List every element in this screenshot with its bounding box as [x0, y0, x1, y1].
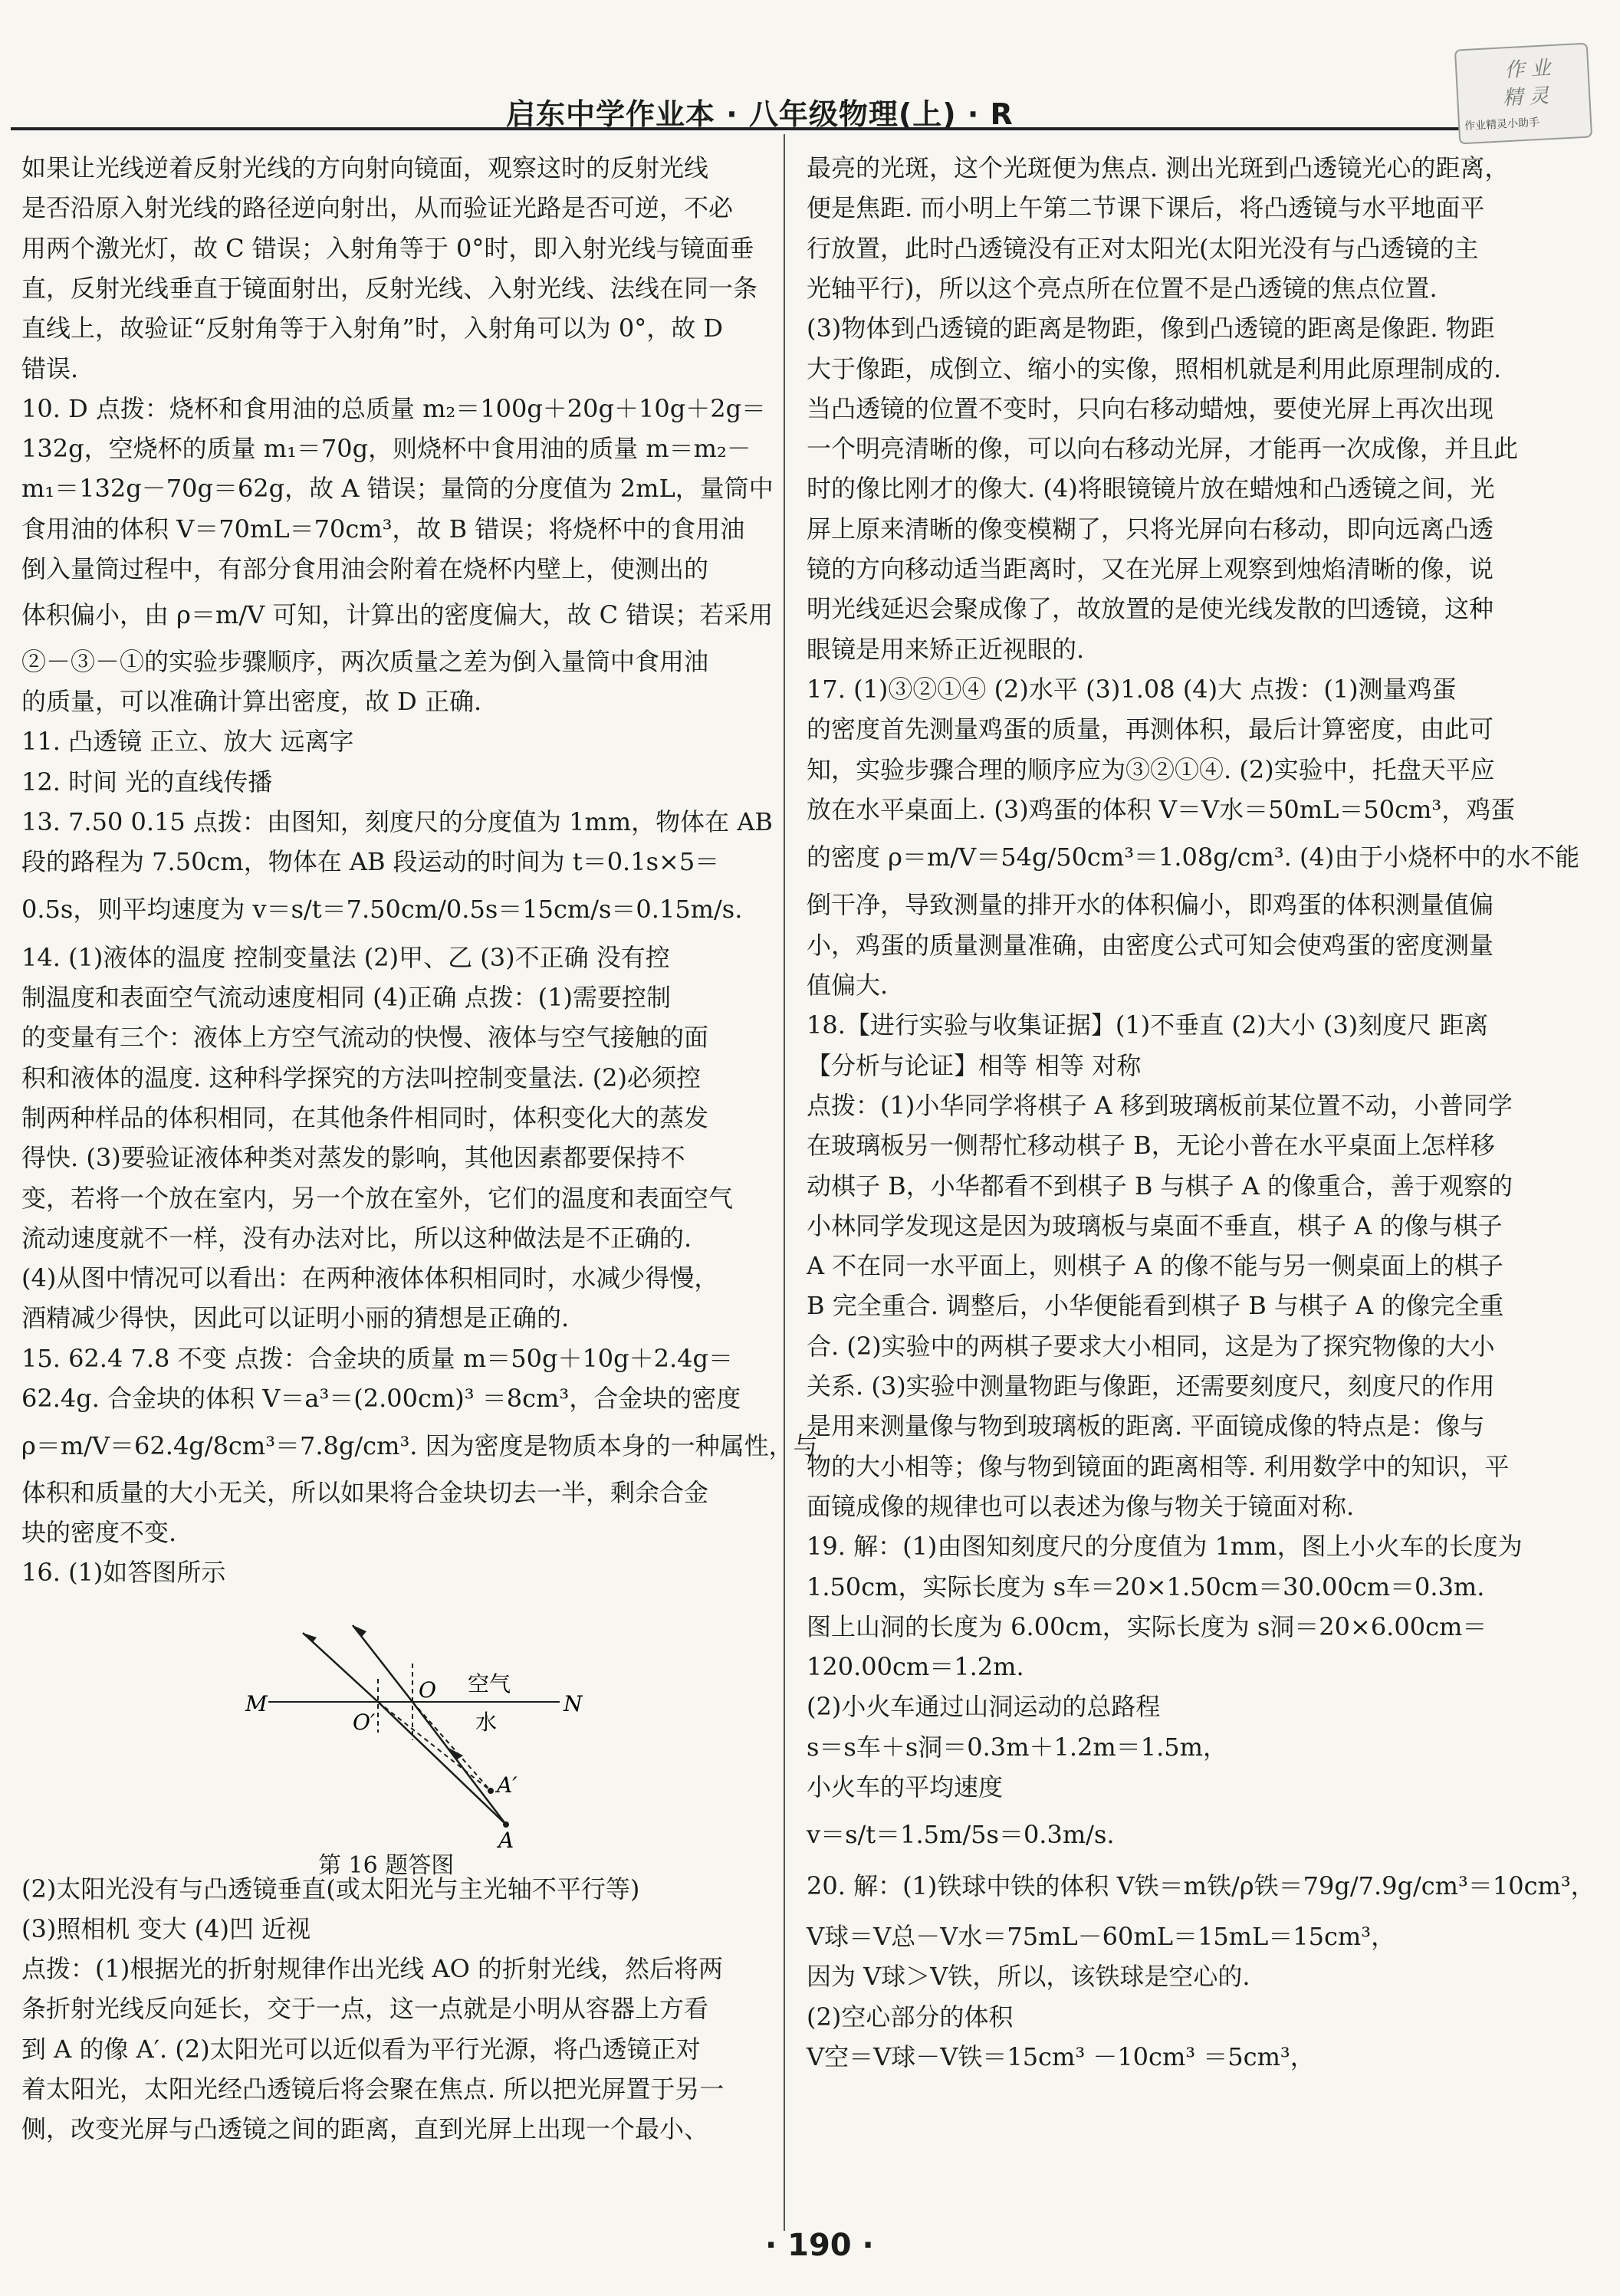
label-o: O: [419, 1677, 436, 1703]
text-line: 倒入量筒过程中，有部分食用油会附着在烧杯内壁上，使测出的: [21, 554, 709, 583]
text-line: 在玻璃板另一侧帮忙移动棋子 B，无论小普在水平桌面上怎样移: [807, 1131, 1495, 1161]
label-water: 水: [475, 1710, 498, 1735]
text-line: 的密度 ρ＝m/V＝54g/50cm³＝1.08g/cm³. (4)由于小烧杯中的水不能: [807, 843, 1580, 872]
text-line: 小火车的平均速度: [807, 1772, 1004, 1802]
text-line: 侧，改变光屏与凸透镜之间的距离，直到光屏上出现一个最小、: [21, 2114, 709, 2144]
label-a-prime: A′: [497, 1772, 518, 1798]
text-line: 16. (1)如答图所示: [21, 1558, 226, 1588]
text-line: 块的密度不变.: [21, 1517, 177, 1547]
point-a-prime: [488, 1788, 494, 1794]
text-line: 时的像比刚才的像大. (4)将眼镜镜片放在蜡烛和凸透镜之间，光: [807, 474, 1495, 504]
label-a: A: [498, 1828, 514, 1853]
text-line: 图上山洞的长度为 6.00cm，实际长度为 s洞＝20×6.00cm＝: [807, 1611, 1487, 1641]
header-rule: [11, 127, 1559, 130]
stamp-line-2: 精 灵: [1502, 84, 1550, 110]
text-line: 眼镜是用来矫正近视眼的.: [807, 634, 1085, 664]
text-line: 直，反射光线垂直于镜面射出，反射光线、入射光线、法线在同一条: [21, 273, 758, 303]
text-line: 倒干净，导致测量的排开水的体积偏小，即鸡蛋的体积测量值偏: [807, 890, 1494, 920]
text-line: 18.【进行实验与收集证据】(1)不垂直 (2)大小 (3)刻度尺 距离: [807, 1010, 1489, 1040]
text-line: 13. 7.50 0.15 点拨：由图知，刻度尺的分度值为 1mm，物体在 AB: [21, 806, 773, 836]
text-line: 大于像距，成倒立、缩小的实像，照相机就是利用此原理制成的.: [807, 353, 1502, 383]
text-line: 物的大小相等；像与物到镜面的距离相等. 利用数学中的知识，平: [807, 1451, 1510, 1481]
text-line: 如果让光线逆着反射光线的方向射向镜面，观察这时的反射光线: [21, 153, 709, 182]
text-line: 因为 V球＞V铁，所以，该铁球是空心的.: [807, 1962, 1250, 1992]
text-line: 62.4g. 合金块的体积 V＝a³＝(2.00cm)³ ＝8cm³，合金块的密度: [21, 1384, 741, 1413]
text-line: 20. 解：(1)铁球中铁的体积 V铁＝m铁/ρ铁＝79g/7.9g/cm³＝10cm³，: [807, 1871, 1595, 1900]
text-line: 点拨：(1)根据光的折射规律作出光线 AO 的折射光线，然后将两: [21, 1954, 724, 1984]
text-line: A 不在同一水平面上，则棋子 A 的像不能与另一侧桌面上的棋子: [807, 1251, 1503, 1281]
text-line: 19. 解：(1)由图知刻度尺的分度值为 1mm，图上小火车的长度为: [807, 1532, 1523, 1562]
header-title: 启东中学作业本 · 八年级物理(上) · R: [506, 97, 1014, 131]
text-line: (3)照相机 变大 (4)凹 近视: [21, 1913, 311, 1943]
extension-o2: [378, 1702, 491, 1791]
text-line: 一个明亮清晰的像，可以向右移动光屏，才能再一次成像，并且此: [807, 434, 1519, 464]
refraction-diagram: [238, 1618, 583, 1853]
figure-caption: 第 16 题答图: [318, 1852, 455, 1879]
text-line: 行放置，此时凸透镜没有正对太阳光(太阳光没有与凸透镜的主: [807, 233, 1479, 263]
refracted-ray-o: [353, 1625, 412, 1702]
text-line: (2)空心部分的体积: [807, 2002, 1014, 2032]
text-line: 1.50cm，实际长度为 s车＝20×1.50cm＝30.00cm＝0.3m.: [807, 1572, 1485, 1601]
text-line: 值偏大.: [807, 971, 889, 1000]
text-line: V空＝V球－V铁＝15cm³ －10cm³ ＝5cm³，: [807, 2041, 1315, 2071]
text-line: (4)从图中情况可以看出：在两种液体体积相同时，水减少得慢，: [21, 1263, 719, 1293]
text-line: 光轴平行)，所以这个亮点所在位置不是凸透镜的焦点位置.: [807, 273, 1438, 303]
arrow-head-3: [449, 1748, 463, 1760]
text-line: 10. D 点拨：烧杯和食用油的总质量 m₂＝100g＋20g＋10g＋2g＝: [21, 393, 767, 423]
text-line: 小林同学发现这是因为玻璃板与桌面不垂直，棋子 A 的像与棋子: [807, 1210, 1503, 1240]
text-line: B 完全重合. 调整后，小华便能看到棋子 B 与棋子 A 的像完全重: [807, 1291, 1504, 1321]
text-line: 关系. (3)实验中测量物距与像距，还需要刻度尺，刻度尺的作用: [807, 1371, 1495, 1401]
text-line: 120.00cm＝1.2m.: [807, 1652, 1024, 1682]
text-line: m₁＝132g－70g＝62g，故 A 错误；量筒的分度值为 2mL，量筒中: [21, 474, 774, 504]
text-line: 体积偏小，由 ρ＝m/V 可知，计算出的密度偏大，故 C 错误；若采用: [21, 600, 774, 630]
text-line: 知，实验步骤合理的顺序应为③②①④. (2)实验中，托盘天平应: [807, 754, 1495, 784]
text-line: 点拨：(1)小华同学将棋子 A 移到玻璃板前某位置不动，小普同学: [807, 1090, 1513, 1120]
text-line: 体积和质量的大小无关，所以如果将合金块切去一半，剩余合金: [21, 1477, 709, 1507]
text-line: 最亮的光斑，这个光斑便为焦点. 测出光斑到凸透镜光心的距离，: [807, 153, 1510, 182]
text-line: 流动速度就不一样，没有办法对比，所以这种做法是不正确的.: [21, 1223, 692, 1253]
arrow-head-2: [303, 1633, 317, 1642]
text-line: 11. 凸透镜 正立、放大 远离字: [21, 727, 354, 757]
text-line: 条折射光线反向延长，交于一点，这一点就是小明从容器上方看: [21, 1994, 709, 2024]
column-divider: [784, 134, 785, 2231]
text-line: 当凸透镜的位置不变时，只向右移动蜡烛，要使光屏上再次出现: [807, 393, 1494, 423]
text-line: 镜的方向移动适当距离时，又在光屏上观察到烛焰清晰的像，说: [807, 554, 1494, 583]
text-line: (2)太阳光没有与凸透镜垂直(或太阳光与主光轴不平行等): [21, 1874, 640, 1903]
text-line: 酒精减少得快，因此可以证明小丽的猜想是正确的.: [21, 1303, 570, 1333]
text-line: 的密度首先测量鸡蛋的质量，再测体积，最后计算密度，由此可: [807, 714, 1494, 744]
point-a: [503, 1821, 509, 1828]
stamp-line-3: 作业精灵小助手: [1464, 116, 1540, 133]
text-line: 明光线延迟会聚成像了，故放置的是使光线发散的凹透镜，这种: [807, 594, 1494, 624]
text-line: 15. 62.4 7.8 不变 点拨：合金块的质量 m＝50g＋10g＋2.4g＝: [21, 1343, 734, 1373]
text-line: 到 A 的像 A′. (2)太阳光可以近似看为平行光源，将凸透镜正对: [21, 2034, 701, 2064]
text-line: (3)物体到凸透镜的距离是物距，像到凸透镜的距离是像距. 物距: [807, 314, 1495, 343]
text-line: 0.5s，则平均速度为 v＝s/t＝7.50cm/0.5s＝15cm/s＝0.15m/s.: [21, 895, 743, 925]
text-line: (2)小火车通过山洞运动的总路程: [807, 1692, 1161, 1722]
text-line: 积和液体的温度. 这种科学探究的方法叫控制变量法. (2)必须控: [21, 1063, 702, 1092]
text-line: v＝s/t＝1.5m/5s＝0.3m/s.: [807, 1820, 1115, 1850]
text-line: 12. 时间 光的直线传播: [21, 767, 273, 797]
text-line: 14. (1)液体的温度 控制变量法 (2)甲、乙 (3)不正确 没有控: [21, 942, 670, 972]
text-line: 屏上原来清晰的像变模糊了，只将光屏向右移动，即向远离凸透: [807, 514, 1494, 544]
text-line: 【分析与论证】相等 相等 对称: [807, 1050, 1142, 1080]
page-header: [0, 0, 1620, 134]
text-line: ②－③－①的实验步骤顺序，两次质量之差为倒入量筒中食用油: [21, 646, 709, 676]
text-line: 用两个激光灯，故 C 错误；入射角等于 0°时，即入射光线与镜面垂: [21, 233, 754, 263]
text-line: 变，若将一个放在室内，另一个放在室外，它们的温度和表面空气: [21, 1183, 734, 1213]
text-line: s＝s车＋s洞＝0.3m＋1.2m＝1.5m，: [807, 1732, 1227, 1762]
text-line: 直线上，故验证“反射角等于入射角”时，入射角可以为 0°，故 D: [21, 314, 724, 343]
text-line: 食用油的体积 V＝70mL＝70cm³，故 B 错误；将烧杯中的食用油: [21, 514, 745, 544]
text-line: 是否沿原入射光线的路径逆向射出，从而验证光路是否可逆，不必: [21, 193, 734, 223]
text-line: 便是焦距. 而小明上午第二节课下课后，将凸透镜与水平地面平: [807, 193, 1485, 223]
text-line: 合. (2)实验中的两棋子要求大小相同，这是为了探究物像的大小: [807, 1331, 1495, 1361]
label-n: N: [564, 1691, 583, 1716]
text-line: V球＝V总－V水＝75mL－60mL＝15mL＝15cm³，: [807, 1921, 1396, 1951]
text-line: 面镜成像的规律也可以表述为像与物关于镜面对称.: [807, 1491, 1355, 1521]
text-line: 132g，空烧杯的质量 m₁＝70g，则烧杯中食用油的质量 m＝m₂－: [21, 434, 751, 464]
text-line: ρ＝m/V＝62.4g/8cm³＝7.8g/cm³. 因为密度是物质本身的一种属性，与: [21, 1431, 818, 1461]
text-line: 是用来测量像与物到玻璃板的距离. 平面镜成像的特点是：像与: [807, 1411, 1485, 1441]
text-line: 着太阳光，太阳光经凸透镜后将会聚在焦点. 所以把光屏置于另一: [21, 2074, 725, 2104]
text-line: 17. (1)③②①④ (2)水平 (3)1.08 (4)大 点拨：(1)测量鸡蛋: [807, 674, 1457, 704]
text-line: 的变量有三个：液体上方空气流动的快慢、液体与空气接触的面: [21, 1023, 709, 1053]
text-line: 放在水平桌面上. (3)鸡蛋的体积 V＝V水＝50mL＝50cm³，鸡蛋: [807, 794, 1516, 824]
watermark-stamp: [1454, 43, 1592, 145]
page-number: · 190 ·: [765, 2228, 874, 2263]
text-line: 得快. (3)要验证液体种类对蒸发的影响，其他因素都要保持不: [21, 1143, 685, 1173]
label-m: M: [245, 1691, 268, 1716]
text-line: 动棋子 B，小华都看不到棋子 B 与棋子 A 的像重合，善于观察的: [807, 1171, 1513, 1201]
label-o-prime: O′: [353, 1710, 376, 1735]
text-line: 的质量，可以准确计算出密度，故 D 正确.: [21, 686, 482, 716]
text-line: 小，鸡蛋的质量测量准确，由密度公式可知会使鸡蛋的密度测量: [807, 930, 1494, 960]
stamp-line-1: 作 业: [1503, 57, 1552, 83]
text-line: 制温度和表面空气流动速度相同 (4)正确 点拨：(1)需要控制: [21, 983, 672, 1012]
text-line: 段的路程为 7.50cm，物体在 AB 段运动的时间为 t＝0.1s×5＝: [21, 847, 720, 877]
label-air: 空气: [468, 1671, 511, 1697]
text-line: 制两种样品的体积相同，在其他条件相同时，体积变化大的蒸发: [21, 1102, 709, 1132]
text-line: 错误.: [21, 353, 79, 383]
